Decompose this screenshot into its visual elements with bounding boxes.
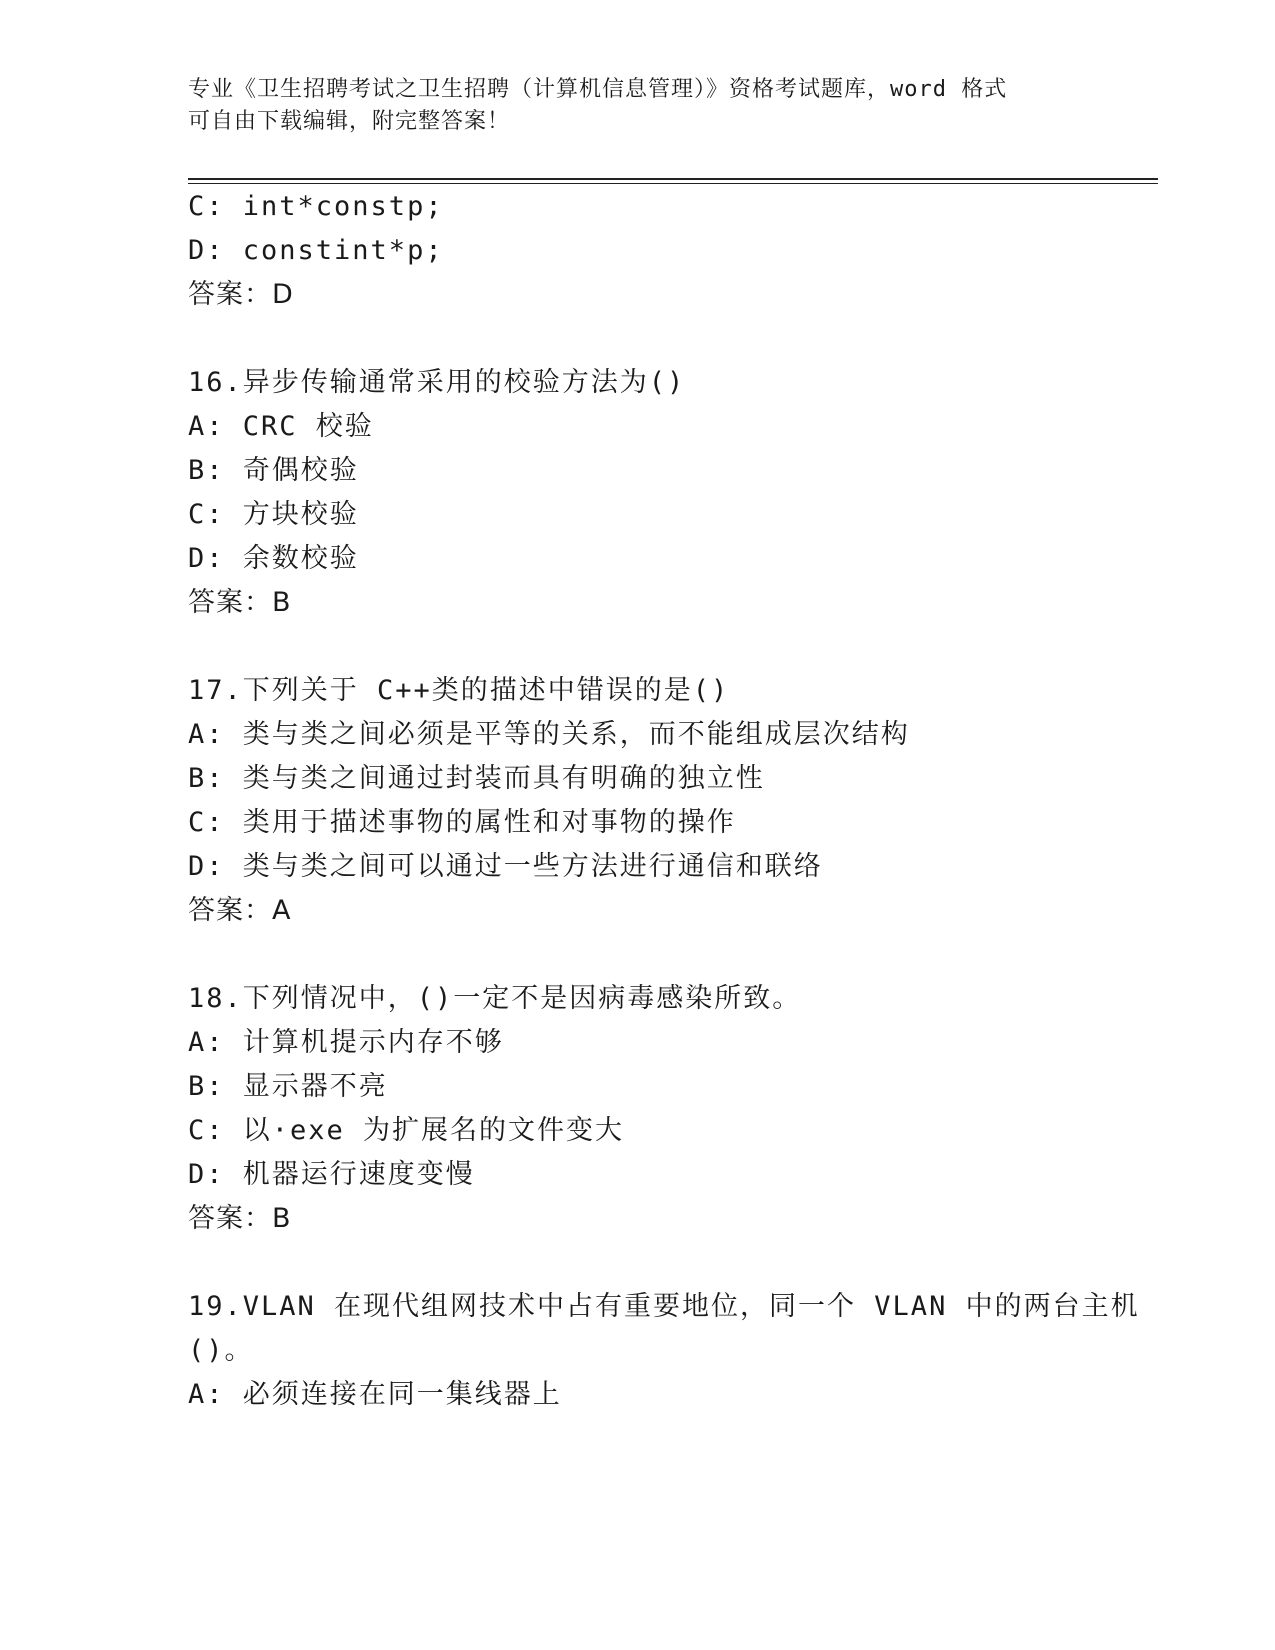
q18-option-c: C: 以·exe 为扩展名的文件变大 <box>188 1115 625 1146</box>
q17-option-b: B: 类与类之间通过封装而具有明确的独立性 <box>188 763 765 794</box>
q17-answer: 答案：A <box>188 895 292 926</box>
q17-option-d: D: 类与类之间可以通过一些方法进行通信和联络 <box>188 851 823 882</box>
q16-answer: 答案：B <box>188 587 292 618</box>
header-divider-thick <box>188 178 1158 180</box>
prev-answer: 答案：D <box>188 279 294 310</box>
q18-answer: 答案：B <box>188 1203 292 1234</box>
prev-option-c: C: int*constp; <box>188 191 444 222</box>
document-header <box>188 74 1068 138</box>
q16-option-d: D: 余数校验 <box>188 543 359 574</box>
q16-option-b: B: 奇偶校验 <box>188 455 359 486</box>
q18-option-a: A: 计算机提示内存不够 <box>188 1027 504 1058</box>
q18-option-d: D: 机器运行速度变慢 <box>188 1159 475 1190</box>
q18-question: 18.下列情况中，()一定不是因病毒感染所致。 <box>188 983 802 1014</box>
q19-question-line-1: 19.VLAN 在现代组网技术中占有重要地位，同一个 VLAN 中的两台主机 <box>188 1291 1140 1322</box>
q16-option-a: A: CRC 校验 <box>188 411 374 442</box>
q17-option-a: A: 类与类之间必须是平等的关系，而不能组成层次结构 <box>188 719 910 750</box>
header-line-1: 专业《卫生招聘考试之卫生招聘（计算机信息管理）》资格考试题库，word 格式 <box>188 77 1008 102</box>
q19-question-line-2: ()。 <box>188 1335 254 1366</box>
q16-option-c: C: 方块校验 <box>188 499 359 530</box>
header-divider-thin <box>188 183 1158 184</box>
q16-question: 16.异步传输通常采用的校验方法为() <box>188 367 686 398</box>
q17-question: 17.下列关于 C++类的描述中错误的是() <box>188 675 730 706</box>
q17-option-c: C: 类用于描述事物的属性和对事物的操作 <box>188 807 736 838</box>
q18-option-b: B: 显示器不亮 <box>188 1071 388 1102</box>
prev-option-d: D: constint*p; <box>188 235 444 266</box>
q19-option-a: A: 必须连接在同一集线器上 <box>188 1379 562 1410</box>
header-line-2: 可自由下载编辑，附完整答案！ <box>188 109 511 134</box>
